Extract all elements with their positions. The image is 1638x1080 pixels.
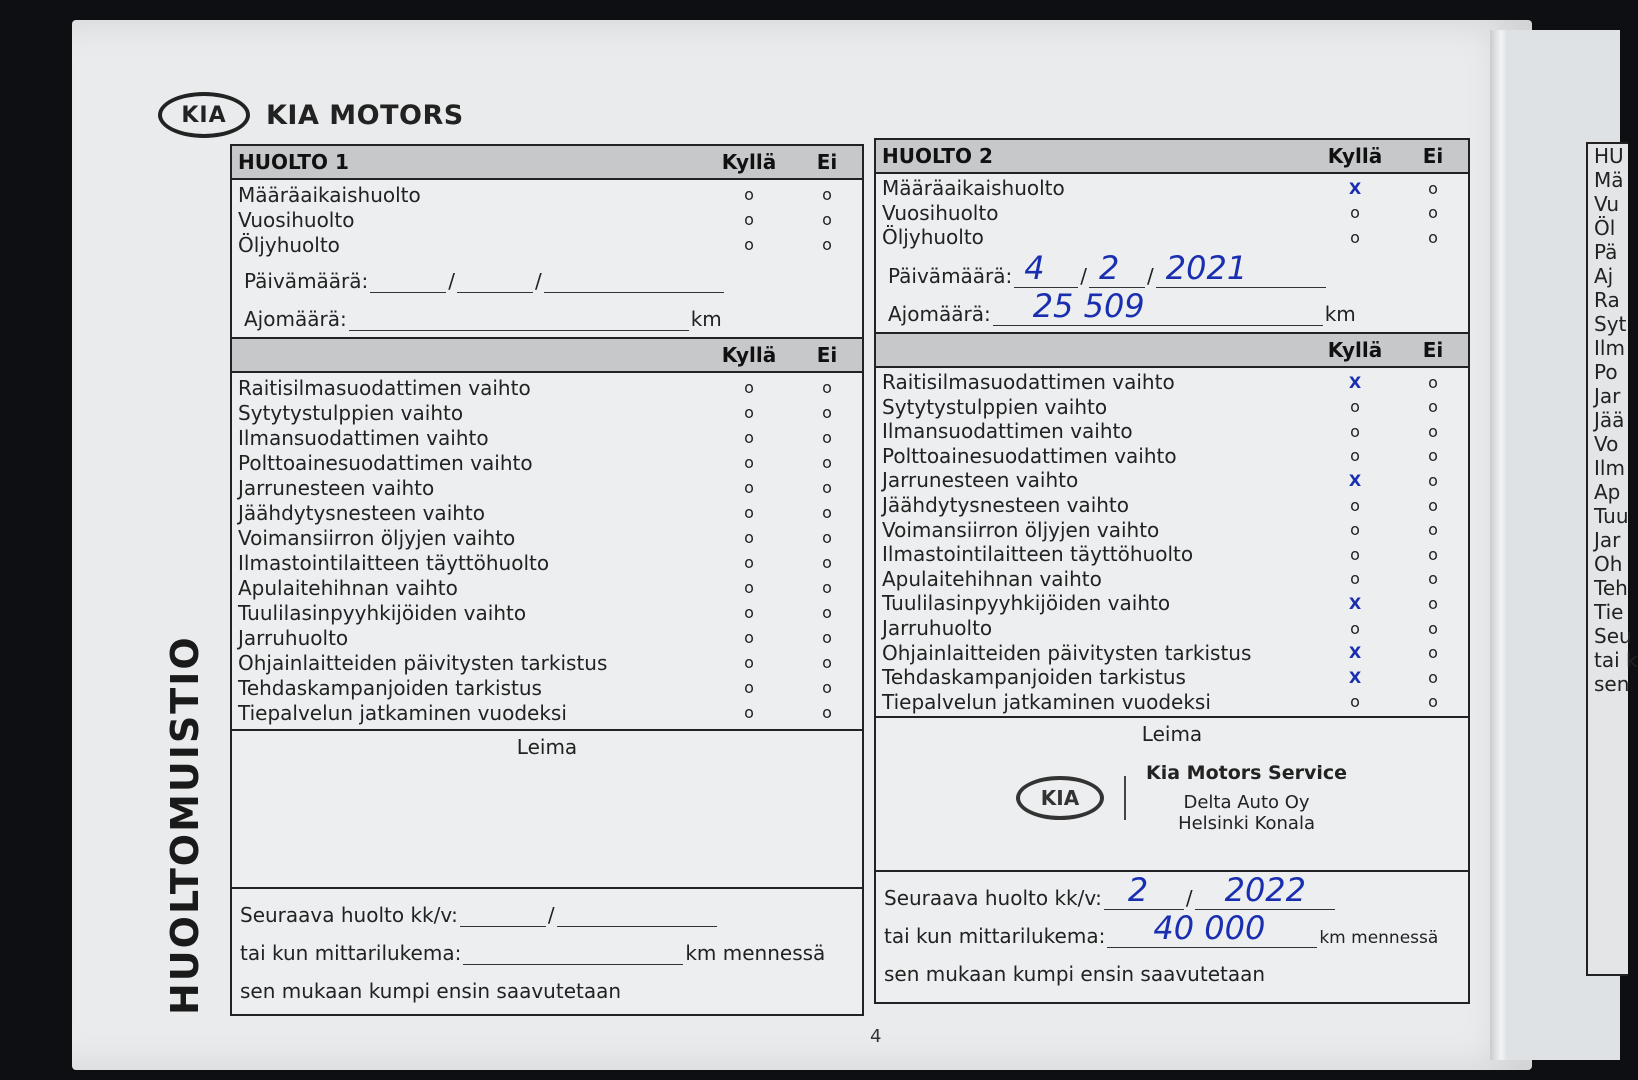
- km-label: Ajomäärä:: [244, 307, 347, 331]
- checklist-row: [232, 207, 862, 232]
- stamp-divider: [1124, 776, 1126, 820]
- yes-checkbox[interactable]: o: [744, 578, 754, 597]
- meter-label: tai kun mittarilukema:: [884, 924, 1106, 949]
- km-line[interactable]: [993, 286, 1323, 326]
- yes-column-label: Kyllä: [721, 150, 777, 174]
- item-label: Tiepalvelun jatkaminen vuodeksi: [238, 700, 567, 725]
- date-sep: /: [1147, 263, 1154, 288]
- section-title-vertical: HUOLTOMUISTIO: [163, 635, 207, 1015]
- meter-label: tai kun mittarilukema:: [240, 941, 462, 965]
- yes-checkbox[interactable]: o: [1350, 227, 1360, 247]
- yes-checkbox[interactable]: o: [744, 210, 754, 229]
- edge-fragment: Mä: [1594, 168, 1624, 192]
- no-checkbox[interactable]: o: [1428, 372, 1438, 392]
- checklist-row: [232, 550, 862, 575]
- item-label: Tiepalvelun jatkaminen vuodeksi: [882, 689, 1211, 714]
- next-sep: /: [547, 903, 555, 927]
- no-checkbox[interactable]: o: [822, 428, 832, 447]
- edge-fragment: Syt: [1594, 312, 1627, 336]
- next-year-line[interactable]: [1195, 871, 1335, 910]
- next-service: [876, 872, 1468, 986]
- checklist-row: [876, 591, 1468, 616]
- brand-header: [158, 92, 464, 138]
- item-label: Ohjainlaitteiden päivitysten tarkistus: [882, 640, 1252, 665]
- no-column-label: Ei: [1422, 337, 1444, 362]
- no-checkbox[interactable]: o: [1428, 421, 1438, 441]
- checklist-row: [232, 450, 862, 475]
- yes-column-label: Kyllä: [1327, 144, 1383, 168]
- yes-checkbox[interactable]: o: [744, 185, 754, 204]
- edge-fragment: HU: [1594, 144, 1624, 168]
- yes-checkbox[interactable]: o: [1350, 692, 1360, 712]
- no-checkbox[interactable]: o: [822, 503, 832, 522]
- no-checkbox[interactable]: o: [1428, 446, 1438, 466]
- yes-checkbox[interactable]: X: [1348, 470, 1362, 490]
- no-checkbox[interactable]: o: [822, 403, 832, 422]
- yes-checkbox[interactable]: o: [744, 428, 754, 447]
- next-label: Seuraava huolto kk/v:: [884, 886, 1102, 911]
- yes-checkbox[interactable]: X: [1348, 372, 1362, 392]
- edge-fragment: Öl: [1594, 216, 1616, 240]
- brand-name: KIA MOTORS: [266, 99, 464, 131]
- item-label: Tuulilasinpyyhkijöiden vaihto: [882, 591, 1171, 616]
- date-year-line[interactable]: [544, 268, 724, 293]
- item-label: Määräaikaishuolto: [882, 176, 1065, 201]
- meter-line[interactable]: [1107, 909, 1317, 948]
- no-column-label: Ei: [816, 150, 838, 174]
- date-field: [876, 250, 1468, 288]
- yes-checkbox[interactable]: X: [1348, 667, 1362, 687]
- yes-checkbox[interactable]: o: [744, 453, 754, 472]
- next-sep: /: [1185, 886, 1193, 911]
- edge-fragment: Vu: [1594, 192, 1619, 216]
- item-label: Jarrunesteen vaihto: [238, 475, 435, 500]
- huolto-2-subheader: [876, 334, 1468, 368]
- date-sep: /: [1080, 263, 1088, 288]
- no-checkbox[interactable]: o: [1428, 520, 1438, 540]
- no-checkbox[interactable]: o: [822, 703, 832, 722]
- edge-fragment: Tie: [1594, 600, 1624, 624]
- no-checkbox[interactable]: o: [1428, 618, 1438, 638]
- kia-logo: KIA: [158, 92, 250, 138]
- no-checkbox[interactable]: o: [822, 478, 832, 497]
- km-value: 25 509: [1032, 286, 1145, 325]
- yes-checkbox[interactable]: o: [744, 678, 754, 697]
- no-checkbox[interactable]: o: [822, 453, 832, 472]
- checklist-row: [876, 468, 1468, 493]
- yes-checkbox[interactable]: X: [1348, 178, 1362, 198]
- item-label: Voimansiirron öljyjen vaihto: [238, 525, 516, 550]
- no-checkbox[interactable]: o: [822, 235, 832, 254]
- item-label: Apulaitehihnan vaihto: [238, 575, 458, 600]
- km-line[interactable]: [349, 306, 689, 331]
- edge-fragment: Teh: [1594, 576, 1628, 600]
- edge-fragment: Ra: [1594, 288, 1620, 312]
- yes-checkbox[interactable]: o: [744, 378, 754, 397]
- no-checkbox[interactable]: o: [822, 378, 832, 397]
- page-number: 4: [870, 1026, 882, 1047]
- no-checkbox[interactable]: o: [822, 210, 832, 229]
- item-label: Ilmastointilaitteen täyttöhuolto: [882, 542, 1194, 567]
- date-day-value: 4: [1024, 248, 1045, 287]
- huolto-1-title: HUOLTO 1: [238, 150, 349, 174]
- checklist-row: [876, 444, 1468, 469]
- stamp-label: Leima: [1141, 722, 1203, 747]
- no-checkbox[interactable]: o: [822, 603, 832, 622]
- item-label: Raitisilmasuodattimen vaihto: [882, 370, 1175, 395]
- next-page-card-edge: [1586, 142, 1638, 976]
- item-label: Öljyhuolto: [238, 232, 340, 257]
- item-label: Sytytystulppien vaihto: [238, 400, 464, 425]
- huolto-2-header: [876, 140, 1468, 174]
- checklist-row: [232, 475, 862, 500]
- edge-fragment: Jar: [1594, 528, 1621, 552]
- checklist-row: [876, 176, 1468, 201]
- km-field: [876, 288, 1468, 334]
- no-checkbox[interactable]: o: [822, 553, 832, 572]
- edge-fragment: Jää: [1594, 408, 1625, 432]
- no-column-label: Ei: [1422, 144, 1444, 168]
- checklist-row: [876, 370, 1468, 395]
- date-sep: /: [448, 269, 456, 293]
- no-checkbox[interactable]: o: [1428, 544, 1438, 564]
- item-label: Tuulilasinpyyhkijöiden vaihto: [238, 600, 527, 625]
- huolto-1-header: [232, 146, 862, 180]
- stamp-line-3: Helsinki Konala: [1178, 813, 1315, 835]
- yes-checkbox[interactable]: o: [744, 553, 754, 572]
- meter-suffix: km mennessä: [685, 941, 826, 965]
- date-day-line[interactable]: [370, 268, 446, 293]
- item-label: Polttoainesuodattimen vaihto: [238, 450, 533, 475]
- checklist-row: [232, 600, 862, 625]
- item-label: Ilmansuodattimen vaihto: [882, 419, 1133, 444]
- checklist-row: [232, 375, 862, 400]
- yes-checkbox[interactable]: o: [744, 503, 754, 522]
- yes-checkbox[interactable]: X: [1348, 593, 1362, 613]
- no-checkbox[interactable]: o: [1428, 203, 1438, 223]
- no-checkbox[interactable]: o: [1428, 470, 1438, 490]
- date-label: Päivämäärä:: [888, 263, 1013, 288]
- edge-fragment: Oh: [1594, 552, 1623, 576]
- edge-fragment: Vo: [1594, 432, 1619, 456]
- item-label: Tehdaskampanjoiden tarkistus: [882, 665, 1186, 690]
- next-service: [232, 889, 862, 1003]
- checklist-row: [876, 419, 1468, 444]
- next-date-row: [884, 872, 1468, 910]
- item-label: Jäähdytysnesteen vaihto: [238, 500, 486, 525]
- no-checkbox[interactable]: o: [1428, 397, 1438, 417]
- km-field: [232, 293, 862, 339]
- km-unit: km: [690, 307, 722, 331]
- yes-checkbox[interactable]: o: [1350, 618, 1360, 638]
- edge-fragment: Aj: [1594, 264, 1614, 288]
- huolto-2-card: [874, 138, 1470, 1004]
- item-label: Sytytystulppien vaihto: [882, 394, 1108, 419]
- huolto-1-subheader: [232, 339, 862, 373]
- no-checkbox[interactable]: o: [822, 528, 832, 547]
- yes-checkbox[interactable]: o: [1350, 520, 1360, 540]
- item-label: Tehdaskampanjoiden tarkistus: [238, 675, 542, 700]
- yes-checkbox[interactable]: o: [744, 528, 754, 547]
- yes-checkbox[interactable]: o: [1350, 569, 1360, 589]
- stamp-line-2: Delta Auto Oy: [1183, 792, 1310, 814]
- checklist-row: [876, 201, 1468, 226]
- huolto-1-card: [230, 144, 864, 1016]
- stamp-text: [1146, 762, 1347, 834]
- no-checkbox[interactable]: o: [1428, 593, 1438, 613]
- yes-checkbox[interactable]: o: [1350, 421, 1360, 441]
- whichever-row: [884, 948, 1468, 986]
- yes-checkbox[interactable]: o: [1350, 544, 1360, 564]
- date-year-value: 2021: [1165, 248, 1248, 287]
- yes-checkbox[interactable]: o: [744, 653, 754, 672]
- next-date-row: [240, 889, 862, 927]
- huolto-2-title: HUOLTO 2: [882, 144, 993, 168]
- checklist-row: [232, 500, 862, 525]
- stamp-area: [876, 716, 1468, 872]
- no-checkbox[interactable]: o: [1428, 178, 1438, 198]
- item-label: Apulaitehihnan vaihto: [882, 566, 1102, 591]
- edge-fragment: Jar: [1594, 384, 1621, 408]
- km-label: Ajomäärä:: [888, 301, 991, 326]
- meter-line[interactable]: [463, 940, 683, 965]
- stamp-area: [232, 729, 862, 889]
- no-checkbox[interactable]: o: [822, 578, 832, 597]
- checklist-row: [232, 575, 862, 600]
- yes-checkbox[interactable]: o: [744, 603, 754, 622]
- next-year-value: 2022: [1224, 871, 1307, 910]
- checklist-row: [232, 700, 862, 725]
- checklist-row: [876, 394, 1468, 419]
- yes-checkbox[interactable]: o: [744, 628, 754, 647]
- yes-checkbox[interactable]: o: [1350, 203, 1360, 223]
- date-month-line[interactable]: [457, 268, 533, 293]
- date-label: Päivämäärä:: [244, 269, 369, 293]
- next-month-value: 2: [1127, 871, 1149, 910]
- item-label: Ilmastointilaitteen täyttöhuolto: [238, 550, 550, 575]
- no-checkbox[interactable]: o: [822, 628, 832, 647]
- no-checkbox[interactable]: o: [822, 678, 832, 697]
- checklist-row: [232, 625, 862, 650]
- edge-fragment: Tuu: [1594, 504, 1629, 528]
- checklist-row: [876, 665, 1468, 690]
- no-checkbox[interactable]: o: [1428, 692, 1438, 712]
- item-label: Ilmansuodattimen vaihto: [238, 425, 489, 450]
- date-month-line[interactable]: [1089, 248, 1145, 288]
- item-label: Ohjainlaitteiden päivitysten tarkistus: [238, 650, 608, 675]
- huolto-1-top-items: [232, 180, 862, 257]
- yes-checkbox[interactable]: X: [1348, 643, 1362, 663]
- next-label: Seuraava huolto kk/v:: [240, 903, 458, 927]
- yes-checkbox[interactable]: o: [744, 478, 754, 497]
- next-year-line[interactable]: [557, 902, 717, 927]
- item-label: Jarruhuolto: [882, 616, 993, 641]
- yes-column-label: Kyllä: [721, 343, 777, 367]
- checklist-row: [232, 232, 862, 257]
- huolto-2-top-items: [876, 174, 1468, 250]
- yes-checkbox[interactable]: o: [744, 235, 754, 254]
- item-label: Voimansiirron öljyjen vaihto: [882, 517, 1160, 542]
- yes-checkbox[interactable]: o: [744, 403, 754, 422]
- checklist-row: [876, 567, 1468, 592]
- date-year-line[interactable]: [1156, 248, 1326, 288]
- edge-fragment: Ilm: [1594, 456, 1625, 480]
- item-label: Vuosihuolto: [238, 207, 355, 232]
- item-label: Jarruhuolto: [238, 625, 349, 650]
- stamp-label: Leima: [516, 735, 578, 759]
- item-label: Jäähdytysnesteen vaihto: [882, 493, 1130, 518]
- no-checkbox[interactable]: o: [1428, 495, 1438, 515]
- whichever-row: [240, 965, 862, 1003]
- date-month-value: 2: [1099, 248, 1120, 287]
- km-unit: km: [1324, 301, 1356, 326]
- edge-fragment: Ilm: [1594, 336, 1625, 360]
- edge-fragment: Ap: [1594, 480, 1621, 504]
- edge-fragment: sen: [1594, 672, 1630, 696]
- meter-value: 40 000: [1153, 909, 1266, 948]
- huolto-1-items: [232, 373, 862, 725]
- stamp-line-1: Kia Motors Service: [1146, 762, 1348, 785]
- item-label: Polttoainesuodattimen vaihto: [882, 443, 1177, 468]
- edge-fragment: tai k: [1594, 648, 1638, 672]
- item-label: Jarrunesteen vaihto: [882, 468, 1079, 493]
- no-checkbox[interactable]: o: [1428, 569, 1438, 589]
- no-column-label: Ei: [816, 343, 838, 367]
- date-sep: /: [535, 269, 542, 293]
- checklist-row: [876, 517, 1468, 542]
- no-checkbox[interactable]: o: [822, 185, 832, 204]
- yes-column-label: Kyllä: [1327, 337, 1383, 362]
- checklist-row: [876, 640, 1468, 665]
- checklist-row: [876, 690, 1468, 715]
- meter-row: [240, 927, 862, 965]
- no-checkbox[interactable]: o: [1428, 667, 1438, 687]
- no-checkbox[interactable]: o: [822, 653, 832, 672]
- yes-checkbox[interactable]: o: [1350, 397, 1360, 417]
- yes-checkbox[interactable]: o: [744, 703, 754, 722]
- yes-checkbox[interactable]: o: [1350, 495, 1360, 515]
- edge-fragment: Pä: [1594, 240, 1618, 264]
- no-checkbox[interactable]: o: [1428, 643, 1438, 663]
- stamp-kia-logo: KIA: [1016, 776, 1104, 820]
- whichever-text: sen mukaan kumpi ensin saavutetaan: [884, 962, 1266, 987]
- date-field: [232, 257, 862, 293]
- dealer-stamp: [1016, 762, 1347, 834]
- checklist-row: [232, 675, 862, 700]
- meter-suffix: km mennessä: [1319, 928, 1439, 949]
- checklist-row: [232, 400, 862, 425]
- next-month-line[interactable]: [460, 902, 546, 927]
- checklist-row: [232, 525, 862, 550]
- checklist-row: [232, 425, 862, 450]
- checklist-row: [876, 542, 1468, 567]
- item-label: Öljyhuolto: [882, 225, 984, 250]
- checklist-row: [876, 616, 1468, 641]
- whichever-text: sen mukaan kumpi ensin saavutetaan: [240, 979, 622, 1003]
- huolto-2-items: [876, 368, 1468, 714]
- edge-fragment: Po: [1594, 360, 1618, 384]
- no-checkbox[interactable]: o: [1428, 227, 1438, 247]
- checklist-row: [232, 650, 862, 675]
- date-day-line[interactable]: [1014, 248, 1078, 288]
- item-label: Määräaikaishuolto: [238, 182, 421, 207]
- yes-checkbox[interactable]: o: [1350, 446, 1360, 466]
- next-month-line[interactable]: [1104, 871, 1184, 910]
- checklist-row: [876, 493, 1468, 518]
- item-label: Raitisilmasuodattimen vaihto: [238, 375, 531, 400]
- meter-row: [884, 910, 1468, 948]
- checklist-row: [232, 182, 862, 207]
- checklist-row: [876, 225, 1468, 250]
- edge-fragment: Seu: [1594, 624, 1632, 648]
- item-label: Vuosihuolto: [882, 200, 999, 225]
